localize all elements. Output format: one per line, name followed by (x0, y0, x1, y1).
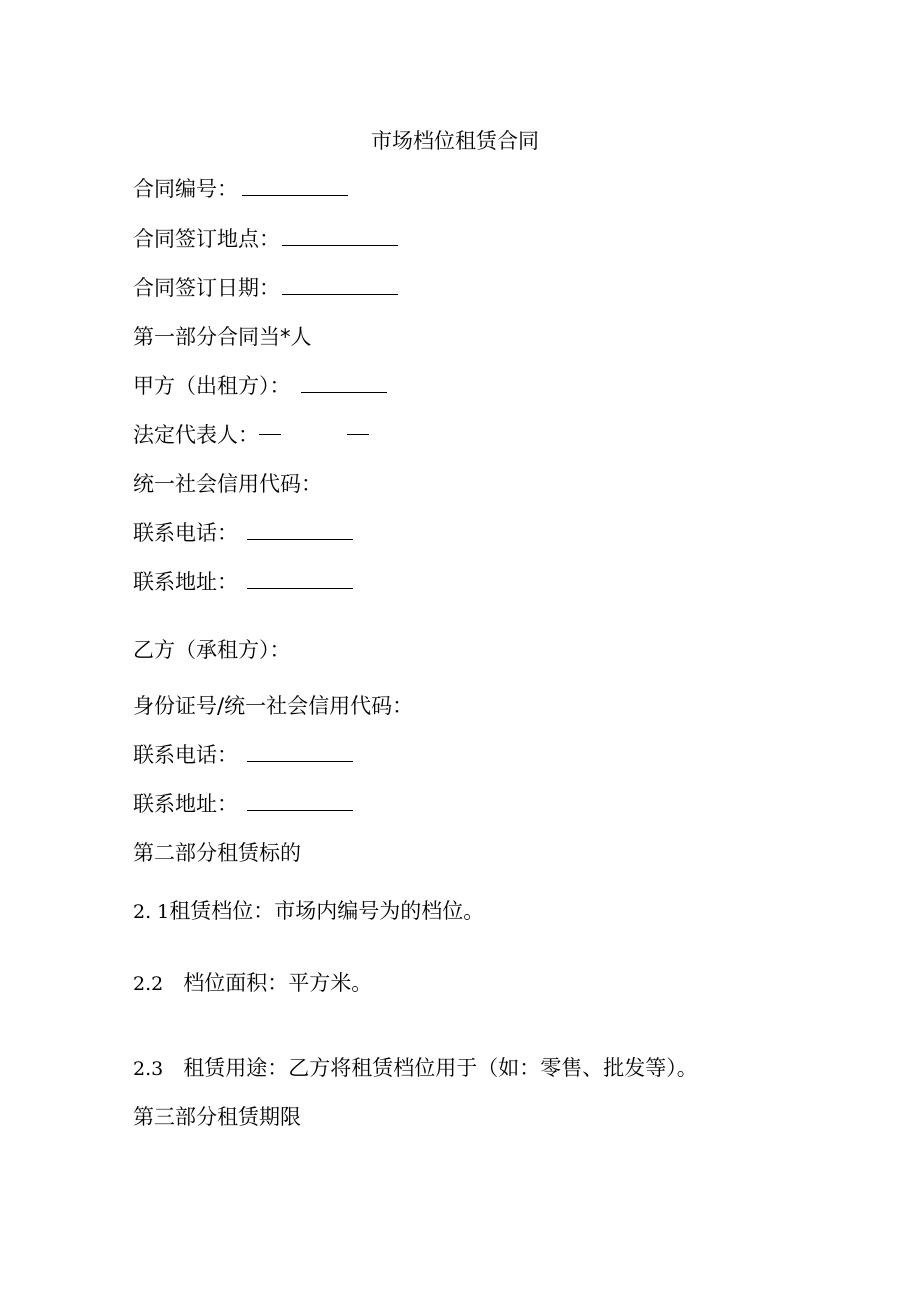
party-a-row (133, 373, 387, 399)
legal-rep-label: 法定代表人： (133, 423, 259, 447)
party-b-address-row (133, 791, 353, 817)
legal-rep-row (133, 422, 369, 448)
item-2-3 (133, 1055, 698, 1082)
party-b-address-blank[interactable] (247, 792, 353, 811)
party-a-address-label: 联系地址： (133, 570, 238, 594)
item-2-1 (133, 898, 484, 925)
party-a-phone-label: 联系电话： (133, 521, 238, 545)
item-2-2-text: 档位面积：平方米。 (183, 971, 373, 995)
part1-heading: 第一部分合同当*人 (133, 325, 312, 349)
party-a-address-row (133, 569, 353, 595)
legal-rep-dash-right (347, 434, 369, 435)
legal-rep-dash-left (259, 434, 281, 435)
sign-place-blank[interactable] (282, 227, 398, 246)
party-a-label: 甲方（出租方）： (133, 374, 291, 398)
contract-number-blank[interactable] (242, 177, 348, 196)
party-b-id-row: 身份证号/统一社会信用代码： (133, 694, 414, 718)
party-a-address-blank[interactable] (247, 570, 353, 589)
credit-code-row: 统一社会信用代码： (133, 472, 322, 496)
sign-place-row (133, 226, 398, 252)
party-a-phone-row (133, 520, 353, 546)
item-2-3-text: 租赁用途：乙方将租赁档位用于（如：零售、批发等）。 (183, 1056, 698, 1080)
contract-number-label: 合同编号： (133, 177, 238, 201)
party-b-phone-row (133, 742, 353, 768)
document-title: 市场档位租赁合同 (371, 129, 539, 153)
item-2-3-number: 2.3 (133, 1058, 164, 1080)
party-b-phone-label: 联系电话： (133, 743, 238, 767)
item-2-1-number: 2. 1 (133, 901, 170, 923)
sign-place-label: 合同签订地点： (133, 227, 280, 251)
item-2-1-text: 租赁档位：市场内编号为的档位。 (169, 899, 485, 923)
party-a-blank[interactable] (301, 374, 387, 393)
party-b-address-label: 联系地址： (133, 792, 238, 816)
sign-date-blank[interactable] (282, 276, 398, 295)
party-b-row: 乙方（承租方）： (133, 638, 291, 662)
party-a-phone-blank[interactable] (247, 521, 353, 540)
party-b-phone-blank[interactable] (247, 743, 353, 762)
part3-heading: 第三部分租赁期限 (133, 1105, 301, 1129)
item-2-2-number: 2.2 (133, 973, 164, 995)
item-2-2 (133, 970, 372, 997)
sign-date-row (133, 275, 398, 301)
contract-number-row (133, 176, 348, 202)
sign-date-label: 合同签订日期： (133, 276, 280, 300)
part2-heading: 第二部分租赁标的 (133, 841, 301, 865)
